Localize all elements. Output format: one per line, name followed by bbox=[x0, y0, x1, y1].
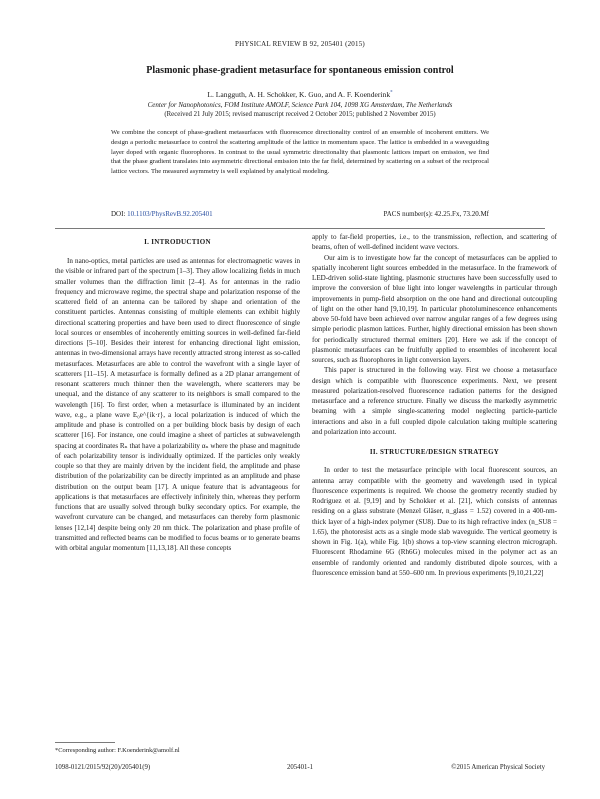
section-heading-introduction: I. INTRODUCTION bbox=[144, 238, 211, 246]
authors-text: L. Langguth, A. H. Schokker, K. Guo, and A. F. Koenderink bbox=[207, 90, 391, 99]
right-column bbox=[312, 232, 557, 578]
intro-paragraph-2: Our aim is to investigate how far the concept of metasurfaces can be applied to spatially incoherent light sources embedded in the metasurface. In the framework of LED-driven solid-state lighting, plasmonic structures have been successfully used to improve the conversion of blue light into longer wavelengths in particular through improvements in pump-field absorption on the one hand and directional outcoupling of light on the other hand [9,10,19]. In particular photoluminescence enhancements above 50-fold have been achieved over narrow angular ranges of a few degrees using simple periodic plasmon lattices. Further, highly directional emission has been shown for periodically structured thermal emitters [20]. Here we ask if the concept of plasmonic metasurfaces can be fruitfully applied to ensembles of incoherent local sources, such as fluorophores in light conversion layers. bbox=[312, 253, 557, 364]
intro-paragraph-1: In nano-optics, metal particles are used as antennas for electromagnetic waves in the visible or infrared part of the spectrum [1–3]. They allow localizing fields in much smaller volumes than the diffraction limit [2–4]. As for antennas in the radio frequency and microwave regime, the spectral shape and polarization response of the scattered field of an antenna can be tailored by shape and orientation of the constituent particles. Antennas consisting of multiple elements can exhibit highly directional scattering properties and have been used to direct fluorescence of single local sources or ensembles of incoherently emitting sources in well-defined far-field directions [5–10]. Besides their interest for enhancing directional light emission, antennas in two-dimensional arrays have recently attracted strong interest as so-called metasurfaces. Metasurfaces are able to control the wavefront with a single layer of scatterers [11–15]. A metasurface is formally defined as a 2D planar arrangement of resonant scatterers much thinner then the wavelength, where scatterers may be unequal, and the distance of any scatterer to its neighbors is small compared to the wavelength [16]. To first order, when a metasurface is illuminated by an incident wave, e.g., a plane wave E₀e^{ik·r}, a local polarization is induced of which the amplitude and phase is controlled on a per building block basis by design of each scatterer [16]. For instance, one could imagine a sheet of particles at subwavelength spacing at coordinates Rₙ that have a polarizability αₙ where the phase and magnitude of each polarizability tensor is individually optimized. If the particles only weakly couple so that they are mainly driven by the incident field, the amplitude and phase distribution of the polarizability can be directly imprinted as an amplitude and phase distribution on the output beam [17]. A unique feature that is advantageous for applications is that metasurfaces are effectively infinitely thin, whereas they perform functions that are usually solved through bulky secondary optics. For example, the wavefront curvature can be changed, and metasurfaces can thereby form plasmonic lenses [12,14] despite being only 20 nm thick. The polarization and phase profile of transmitted and reflected beams can be modified to focus beams or to generate beams with orbital angular momentum [11,13,18]. All these concepts bbox=[55, 257, 300, 552]
abstract: We combine the concept of phase-gradient metasurfaces with fluorescence directionality control of an ensemble of incoherent emitters. We design a periodic metasurface to control the scattering amplitude of the lattice in momentum space. The lattice is embedded in a waveguiding layer doped with organic fluorophores. In contrast to the usual symmetric directionality that plasmonic lattices impart on emission, we find that the phase gradient translates into asymmetric directional emission into the far field, determined by scattering on a subset of the reciprocal lattice vectors. The measured asymmetry is well explained by analytical modeling. bbox=[111, 129, 489, 175]
header-divider bbox=[55, 228, 545, 229]
doi bbox=[111, 210, 213, 218]
author-list bbox=[0, 90, 600, 99]
left-column bbox=[55, 256, 300, 553]
affiliation: Center for Nanophotonics, FOM Institute AMOLF, Science Park 104, 1098 XG Amsterdam, The Netherlands bbox=[147, 101, 453, 109]
doi-label: DOI: bbox=[111, 210, 126, 218]
section-heading-structure: II. STRUCTURE/DESIGN STRATEGY bbox=[369, 448, 500, 456]
doi-link[interactable]: 10.1103/PhysRevB.92.205401 bbox=[127, 210, 213, 218]
intro-paragraph-continued: apply to far-field properties, i.e., to the transmission, reflection, and scattering of beams, often of well-defined incident wave vectors. bbox=[312, 233, 557, 252]
footer-copyright: ©2015 American Physical Society bbox=[451, 764, 545, 771]
received-dates: (Received 21 July 2015; revised manuscript received 2 October 2015; published 2 November 2015) bbox=[164, 111, 436, 118]
footer-issn: 1098-0121/2015/92(20)/205401(9) bbox=[55, 764, 151, 771]
pacs-numbers: PACS number(s): 42.25.Fx, 73.20.Mf bbox=[383, 210, 489, 218]
article-title: Plasmonic phase-gradient metasurface for spontaneous emission control bbox=[146, 65, 454, 76]
footer-page-number: 205401-1 bbox=[286, 764, 314, 771]
page-footer bbox=[55, 764, 545, 774]
structure-paragraph-1: In order to test the metasurface principle with local fluorescent sources, an antenna array compatible with the geometry and wavelength used in typical fluorescence experiments is required. We choose the geometry recently studied by Rodriguez et al. [9,19] and by Schokker et al. [21], which consists of antennas residing on a glass substrate (Menzel Gläser, n_glass = 1.52) covered in a 400-nm-thick layer of a high-index polymer (SU8). Due to its high refractive index (n_SU8 = 1.65), the photoresist acts as a single mode slab waveguide. The vertical geometry is shown in Fig. 1(a), while Fig. 1(b) shows a top-view scanning electron micrograph. Fluorescent Rhodamine 6G (Rh6G) molecules mixed in the polymer act as an ensemble of randomly oriented and randomly distributed dipole sources, with a fluorescence emission band at 550–600 nm. In previous experiments [9,10,21,22] bbox=[312, 466, 557, 577]
doi-row bbox=[111, 210, 489, 220]
intro-paragraph-3: This paper is structured in the following way. First we choose a metasurface design which is compatible with fluorescence experiments. Next, we present measured polarization-resolved fluorescence radiation patterns for the designed metasurface and a reference structure. Finally we discuss the markedly asymmetric beaming with a simple single-scattering model neglecting particle-particle interactions and also in a full coupled dipole calculation taking multiple scattering and polarization into account. bbox=[312, 366, 557, 436]
corresponding-author-mark[interactable]: * bbox=[390, 90, 393, 96]
footnote-divider bbox=[55, 742, 115, 743]
corresponding-author-footnote: *Corresponding author: F.Koenderink@amolf.nl bbox=[55, 747, 180, 754]
running-head: PHYSICAL REVIEW B 92, 205401 (2015) bbox=[235, 40, 365, 48]
